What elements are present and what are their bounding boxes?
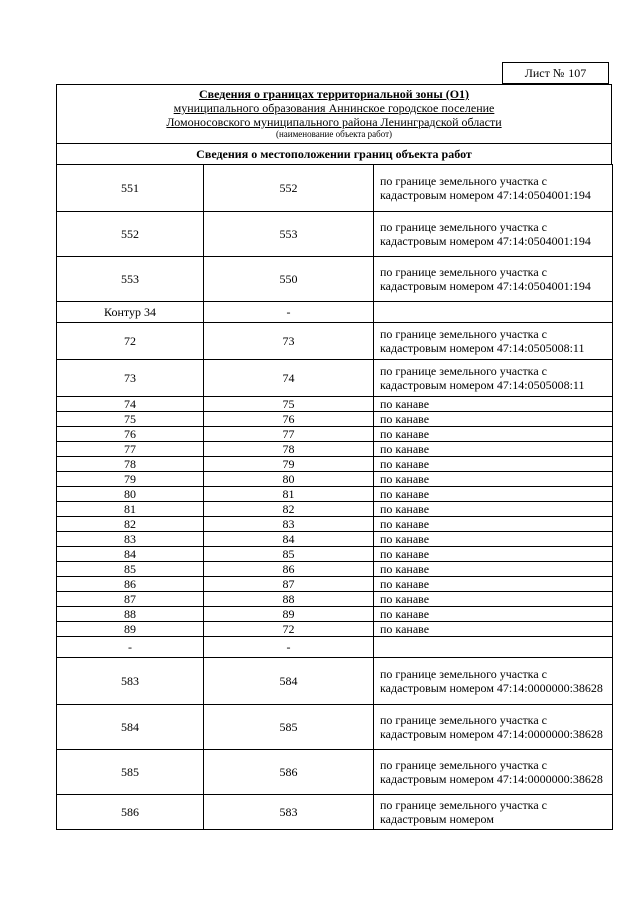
boundary-description-cell: [374, 302, 613, 323]
table-row: [57, 637, 613, 658]
point-from-cell: 75: [57, 412, 204, 427]
table-row: [57, 658, 613, 705]
point-from-cell: 584: [57, 705, 204, 750]
boundary-description-cell: [374, 637, 613, 658]
table-row: [57, 592, 613, 607]
point-to-cell: 85: [204, 547, 374, 562]
point-from-cell: 552: [57, 212, 204, 257]
point-to-cell: 78: [204, 442, 374, 457]
table-row: [57, 750, 613, 795]
point-from-cell: 551: [57, 165, 204, 212]
point-from-cell: 80: [57, 487, 204, 502]
table-row: [57, 607, 613, 622]
table-row: [57, 427, 613, 442]
point-to-cell: 88: [204, 592, 374, 607]
point-from-cell: 585: [57, 750, 204, 795]
document-header: [56, 84, 612, 144]
document-title: Сведения о границах территориальной зоны (О1): [198, 87, 470, 101]
point-to-cell: 84: [204, 532, 374, 547]
point-to-cell: 72: [204, 622, 374, 637]
boundary-description-cell: по границе земельного участка с кадастровым номером 47:14:0504001:194: [374, 257, 613, 302]
boundary-description-cell: по границе земельного участка с кадастровым номером 47:14:0505008:11: [374, 323, 613, 360]
point-from-cell: 76: [57, 427, 204, 442]
point-to-cell: 77: [204, 427, 374, 442]
point-to-cell: 76: [204, 412, 374, 427]
boundary-description-cell: по границе земельного участка с кадастровым номером 47:14:0000000:38628: [374, 705, 613, 750]
point-from-cell: 82: [57, 517, 204, 532]
table-row: [57, 547, 613, 562]
table-row: [57, 412, 613, 427]
point-to-cell: 80: [204, 472, 374, 487]
sheet-number: 107: [568, 65, 587, 80]
point-from-cell: 583: [57, 658, 204, 705]
point-from-cell: Контур 34: [57, 302, 204, 323]
boundary-description-cell: по границе земельного участка с кадастровым номером 47:14:0000000:38628: [374, 658, 613, 705]
municipality-line: муниципального образования Аннинское городское поселение: [173, 101, 495, 115]
table-row: [57, 257, 613, 302]
point-from-cell: 586: [57, 795, 204, 830]
boundary-description-cell: по канаве: [374, 427, 613, 442]
boundary-description-cell: по канаве: [374, 412, 613, 427]
point-from-cell: 553: [57, 257, 204, 302]
table-row: [57, 212, 613, 257]
point-to-cell: 74: [204, 360, 374, 397]
sheet-label: Лист №: [524, 65, 565, 80]
boundary-description-cell: по канаве: [374, 502, 613, 517]
table-row: [57, 397, 613, 412]
boundary-description-cell: по канаве: [374, 472, 613, 487]
table-row: [57, 705, 613, 750]
point-from-cell: 84: [57, 547, 204, 562]
boundary-description-cell: по границе земельного участка с кадастровым номером 47:14:0000000:38628: [374, 750, 613, 795]
boundary-description-cell: по канаве: [374, 397, 613, 412]
boundary-description-cell: по границе земельного участка с кадастровым номером 47:14:0504001:194: [374, 212, 613, 257]
point-from-cell: 73: [57, 360, 204, 397]
point-from-cell: 86: [57, 577, 204, 592]
point-from-cell: 77: [57, 442, 204, 457]
sheet-number-box: [502, 62, 609, 84]
point-to-cell: 583: [204, 795, 374, 830]
boundary-description-cell: по канаве: [374, 547, 613, 562]
table-row: [57, 517, 613, 532]
point-to-cell: 75: [204, 397, 374, 412]
point-to-cell: -: [204, 302, 374, 323]
boundary-description-cell: по границе земельного участка с кадастровым номером 47:14:0504001:194: [374, 165, 613, 212]
boundary-description-cell: по канаве: [374, 457, 613, 472]
table-row: [57, 457, 613, 472]
point-to-cell: 82: [204, 502, 374, 517]
point-from-cell: 85: [57, 562, 204, 577]
boundary-description-cell: по канаве: [374, 607, 613, 622]
point-to-cell: 552: [204, 165, 374, 212]
boundary-description-cell: по канаве: [374, 517, 613, 532]
boundary-description-cell: по канаве: [374, 487, 613, 502]
table-row: [57, 302, 613, 323]
point-from-cell: 81: [57, 502, 204, 517]
object-caption: (наименование объекта работ): [275, 129, 393, 139]
table-row: [57, 323, 613, 360]
boundary-description-cell: по канаве: [374, 532, 613, 547]
boundary-description-cell: по границе земельного участка с кадастровым номером 47:14:0505008:11: [374, 360, 613, 397]
boundary-description-cell: по границе земельного участка с кадастровым номером: [374, 795, 613, 830]
boundary-description-cell: по канаве: [374, 562, 613, 577]
point-from-cell: 83: [57, 532, 204, 547]
table-row: [57, 360, 613, 397]
point-to-cell: 584: [204, 658, 374, 705]
district-line: Ломоносовского муниципального района Ленинградской области: [166, 115, 502, 129]
table-row: [57, 165, 613, 212]
point-to-cell: 86: [204, 562, 374, 577]
table-row: [57, 577, 613, 592]
boundary-description-cell: по канаве: [374, 442, 613, 457]
point-from-cell: 74: [57, 397, 204, 412]
boundary-table: [56, 164, 613, 830]
point-to-cell: 87: [204, 577, 374, 592]
table-row: [57, 562, 613, 577]
point-from-cell: 78: [57, 457, 204, 472]
point-to-cell: 81: [204, 487, 374, 502]
point-to-cell: 553: [204, 212, 374, 257]
table-row: [57, 487, 613, 502]
table-row: [57, 502, 613, 517]
table-row: [57, 622, 613, 637]
point-to-cell: 586: [204, 750, 374, 795]
table-row: [57, 532, 613, 547]
point-to-cell: -: [204, 637, 374, 658]
table-row: [57, 472, 613, 487]
point-from-cell: 87: [57, 592, 204, 607]
boundary-description-cell: по канаве: [374, 592, 613, 607]
section-title: Сведения о местоположении границ объекта работ: [56, 143, 612, 165]
point-to-cell: 550: [204, 257, 374, 302]
table-row: [57, 795, 613, 830]
point-to-cell: 73: [204, 323, 374, 360]
point-from-cell: 88: [57, 607, 204, 622]
point-from-cell: 79: [57, 472, 204, 487]
point-to-cell: 79: [204, 457, 374, 472]
table-row: [57, 442, 613, 457]
boundary-description-cell: по канаве: [374, 577, 613, 592]
point-from-cell: 89: [57, 622, 204, 637]
boundary-description-cell: по канаве: [374, 622, 613, 637]
point-from-cell: -: [57, 637, 204, 658]
point-to-cell: 83: [204, 517, 374, 532]
point-to-cell: 585: [204, 705, 374, 750]
point-to-cell: 89: [204, 607, 374, 622]
point-from-cell: 72: [57, 323, 204, 360]
